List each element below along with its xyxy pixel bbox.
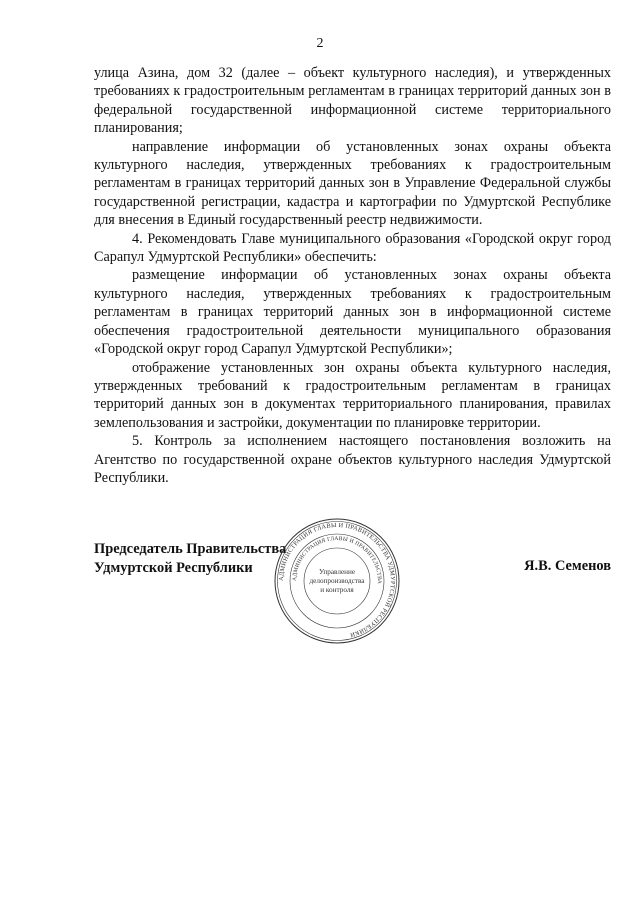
page-number: 2 [316, 36, 324, 51]
signatory-title [94, 540, 286, 577]
paragraph-2: направление информации об установленных зонах охраны объекта культурного наследия, утвержденных требованиях к градостроительным регламентам в границах территорий данных зон в Управление Федеральной службы государственной регистрации, кадастра и картографии по Удмуртской Республике для внесения в Единый государственный реестр недвижимости. [94, 138, 611, 229]
paragraph-5: отображение установленных зон охраны объекта культурного наследия, утвержденных требований к градостроительным регламентам в границах территорий данных зон в документах территориального планирования, правилах землепользования и застройки, документации по планировке территории. [94, 359, 611, 431]
signatory-title-line-1: Председатель Правительства [94, 541, 287, 557]
signatory-title-line-2: Удмуртской Республики [94, 559, 253, 576]
seal-center-line-2: делопроизводства [309, 577, 365, 585]
official-seal-stamp [272, 516, 402, 646]
seal-outer-text: АДМИНИСТРАЦИЯ ГЛАВЫ И ПРАВИТЕЛЬСТВА УДМУРТСКОЙ РЕСПУБЛИКИ [277, 521, 397, 639]
paragraph-3: 4. Рекомендовать Главе муниципального образования «Городской округ город Сарапул Удмуртской Республики» обеспечить: [94, 230, 611, 266]
paragraph-6: 5. Контроль за исполнением настоящего постановления возложить на Агентство по государственной охране объектов культурного наследия Удмуртской Республики. [94, 433, 611, 486]
seal-center-line-3: и контроля [320, 586, 354, 594]
seal-inner-text: АДМИНИСТРАЦИЯ ГЛАВЫ И ПРАВИТЕЛЬСТВА [291, 535, 383, 585]
seal-center-line-1: Управление [318, 568, 356, 576]
document-body [94, 64, 611, 487]
paragraph-1: улица Азина, дом 32 (далее – объект культурного наследия), и утвержденных требованиях к градостроительным регламентам в границах территорий данных зон в федеральной государственной информационной системе территориального планирования; [94, 65, 611, 137]
paragraph-4: размещение информации об установленных зонах охраны объекта культурного наследия, утвержденных требованиях к градостроительным регламентам в границах территорий данных зон в информационной системе обеспечения градостроительной деятельности муниципального образования «Городской округ город Сарапул Удмуртской Республики»; [94, 267, 611, 358]
signatory-name: Я.В. Семенов [524, 558, 611, 574]
